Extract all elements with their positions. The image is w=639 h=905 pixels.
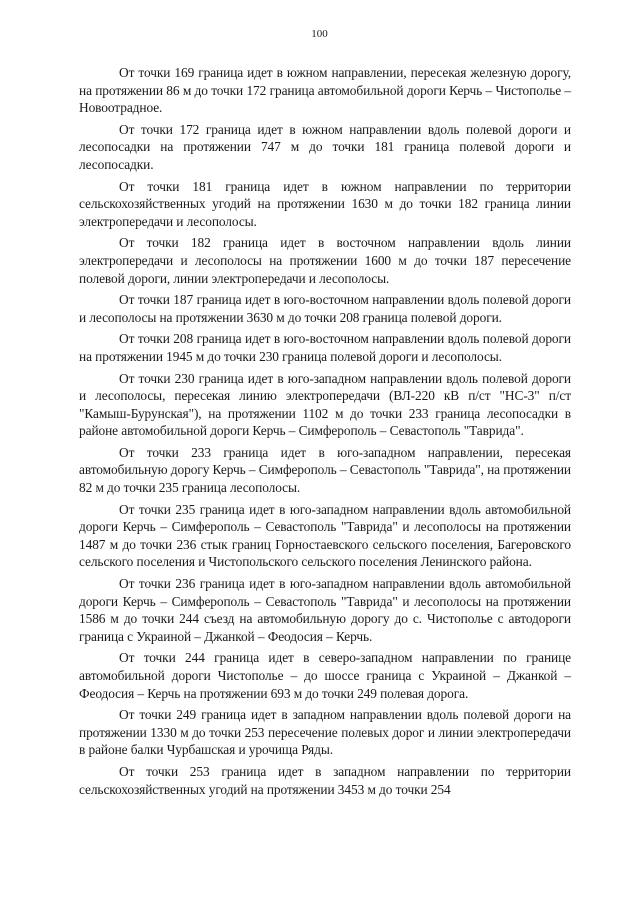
document-body [79,64,571,802]
paragraph-point-169: От точки 169 граница идет в южном направлении, пересекая железную дорогу, на протяжении 86 м до точки 172 граница автомобильной дороги Керчь – Чистополье – Новоотрадное. [79,65,571,116]
paragraph-point-253: От точки 253 граница идет в западном направлении по территории сельскохозяйственных угодий на протяжении 3453 м до точки 254 [79,763,571,797]
paragraph-point-230: От точки 230 граница идет в юго-западном направлении вдоль полевой дороги и лесополосы, пересекая линию электропередачи (ВЛ-220 кВ п/ст "НС-3" п/ст "Камыш-Бурунская"), на протяжении 1102 м до точки 233 граница лесопосадки в районе автомобильной дороги Керчь – Симферополь – Севастополь "Таврида". [79,370,571,439]
paragraph-point-187: От точки 187 граница идет в юго-восточном направлении вдоль полевой дороги и лесополосы на протяжении 3630 м до точки 208 граница полевой дороги. [79,292,571,325]
paragraph-point-172: От точки 172 граница идет в южном направлении вдоль полевой дороги и лесопосадки на протяжении 747 м до точки 181 граница полевой дороги и лесопосадки. [79,121,571,172]
paragraph-point-182: От точки 182 граница идет в восточном направлении вдоль линии электропередачи и лесополосы на протяжении 1600 м до точки 187 пересечение полевой дороги, линии электропередачи и лесополосы. [79,235,571,286]
paragraph-point-233: От точки 233 граница идет в юго-западном направлении, пересекая автомобильную дорогу Керчь – Симферополь – Севастополь "Таврида", на протяжении 82 м до точки 235 граница лесополосы. [79,444,571,496]
paragraph-point-181: От точки 181 граница идет в южном направлении по территории сельскохозяйственных угодий на протяжении 1630 м до точки 182 граница линии электропередачи и лесополосы. [79,178,571,229]
paragraph-point-208: От точки 208 граница идет в юго-восточном направлении вдоль полевой дороги на протяжении 1945 м до точки 230 граница полевой дороги и лесополосы. [79,331,571,364]
paragraph-point-236: От точки 236 граница идет в юго-западном направлении вдоль автомобильной дороги Керчь – Симферополь – Севастополь "Таврида" и лесополосы на протяжении 1586 м до точки 244 съезд на автомобильную дорогу до с. Чистополье с автодороги граница с Украиной – Джанкой – Феодосия – Керчь. [79,576,571,644]
paragraph-point-244: От точки 244 граница идет в северо-западном направлении по границе автомобильной дороги Чистополье – до шоссе граница с Украиной – Джанкой – Феодосия – Керчь на протяжении 693 м до точки 249 полевая дорога. [79,650,571,701]
page-number: 100 [311,28,328,40]
paragraph-point-235: От точки 235 граница идет в юго-западном направлении вдоль автомобильной дороги Керчь – Симферополь – Севастополь "Таврида" и лесополосы на протяжении 1487 м до точки 236 стык границ Горностаевского сельского поселения, Багеровского сельского поселения и Чистопольского сельского поселения Ленинского района. [79,501,571,570]
paragraph-point-249: От точки 249 граница идет в западном направлении вдоль полевой дороги на протяжении 1330 м до точки 253 пересечение полевых дорог и линии электропередачи в районе балки Чурбашская и урочища Ряды. [79,707,571,758]
